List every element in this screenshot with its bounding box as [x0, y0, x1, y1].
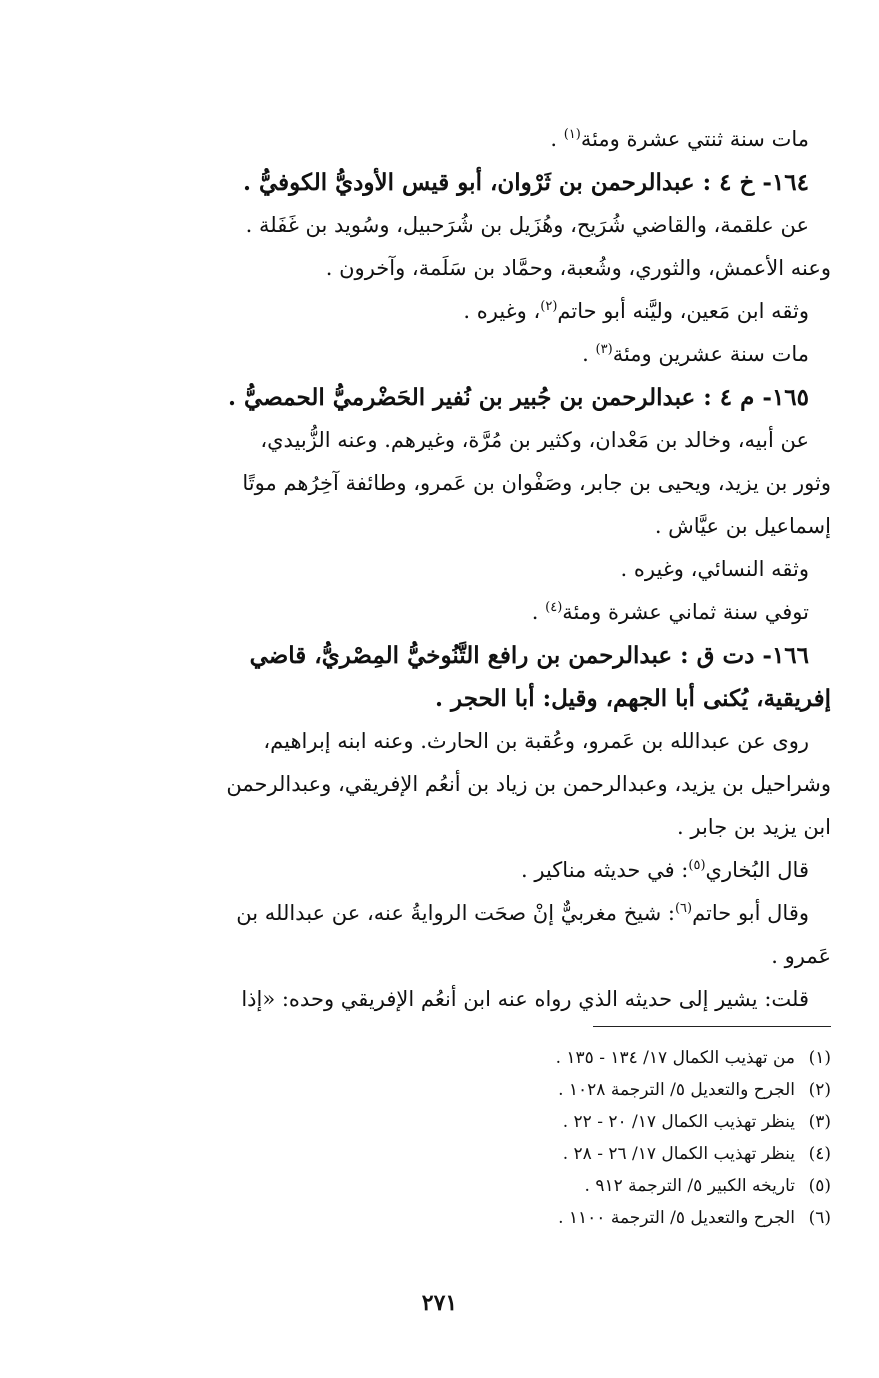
footnote-item: [556, 1106, 831, 1138]
footnote-divider: [593, 1026, 831, 1027]
text-line: [38, 290, 831, 333]
footnote-text: الجرح والتعديل ٥/ الترجمة ١١٠٠ .: [558, 1208, 795, 1228]
footnote-number: (١): [808, 1048, 831, 1068]
text-line: وعنه الأعمش، والثوري، وشُعبة، وحمَّاد بن سَلَمة، وآخرون .: [325, 256, 831, 280]
text-segment: وثقه ابن مَعين، وليَّنه أبو حاتم: [557, 299, 809, 323]
footnote-text: تاريخه الكبير ٥/ الترجمة ٩١٢ .: [584, 1176, 795, 1196]
footnote-number: (٢): [808, 1080, 831, 1100]
footnote-number: (٥): [808, 1176, 831, 1196]
text-line: عَمرو .: [771, 944, 831, 968]
text-line: [38, 118, 831, 161]
text-segment: .: [582, 342, 589, 366]
text-segment: مات سنة عشرين ومئة: [612, 342, 809, 366]
footnotes: [556, 1042, 831, 1234]
footnote-ref: (١): [563, 127, 581, 142]
footnote-item: [556, 1042, 831, 1074]
text-segment: توفي سنة ثماني عشرة ومئة: [562, 600, 809, 624]
text-segment: وقال أبو حاتم: [692, 901, 809, 925]
footnote-text: الجرح والتعديل ٥/ الترجمة ١٠٢٨ .: [558, 1080, 795, 1100]
text-line: وثقه النسائي، وغيره .: [620, 557, 809, 581]
footnote-text: ينظر تهذيب الكمال ١٧/ ٢٦ - ٢٨ .: [562, 1144, 795, 1164]
entry-heading: ١٦٤- خ ٤ : عبدالرحمن بن ثَرْوان، أبو قيس الأوديُّ الكوفيُّ .: [242, 169, 809, 196]
text-line: [38, 892, 831, 935]
footnote-item: [556, 1138, 831, 1170]
text-segment: قال البُخاري: [705, 858, 809, 882]
text-line: عن أبيه، وخالد بن مَعْدان، وكثير بن مُرَّة، وغيرهم. وعنه الزُّبيدي،: [260, 428, 809, 452]
text-segment: : في حديثه مناكير .: [521, 858, 689, 882]
footnote-number: (٣): [808, 1112, 831, 1132]
text-segment: : شيخ مغربيٌّ إنْ صحَت الروايةُ عنه، عن عبدالله بن: [236, 901, 675, 925]
footnote-text: من تهذيب الكمال ١٧/ ١٣٤ - ١٣٥ .: [555, 1048, 795, 1068]
footnote-ref: (٥): [688, 858, 706, 873]
text-line: عن علقمة، والقاضي شُرَيح، وهُزَيل بن شُرَحبيل، وسُويد بن غَفَلة .: [245, 213, 809, 237]
text-segment: ، وغيره .: [463, 299, 541, 323]
page-number: ٢٧١: [421, 1290, 458, 1316]
footnote-number: (٤): [808, 1144, 831, 1164]
text-line: وثور بن يزيد، ويحيى بن جابر، وصَفْوان بن عَمرو، وطائفة آخِرُهم موتًا: [242, 471, 831, 495]
footnote-ref: (٢): [540, 299, 558, 314]
footnote-ref: (٣): [595, 342, 613, 357]
text-line: [38, 333, 831, 376]
entry-heading: ١٦٦- دت ق : عبدالرحمن بن رافع التَّنُوخيُّ المِصْريُّ، قاضي: [249, 642, 809, 669]
footnote-item: [556, 1074, 831, 1106]
main-text: [38, 118, 831, 1021]
text-segment: .: [550, 127, 557, 151]
footnote-item: [556, 1202, 831, 1234]
footnote-ref: (٤): [545, 600, 563, 615]
text-line: إسماعيل بن عيَّاش .: [654, 514, 831, 538]
entry-heading: ١٦٥- م ٤ : عبدالرحمن بن جُبير بن نُفير الحَضْرميُّ الحمصيُّ .: [228, 384, 809, 411]
text-segment: مات سنة ثنتي عشرة ومئة: [580, 127, 809, 151]
footnote-ref: (٦): [674, 901, 693, 916]
text-segment: .: [531, 600, 539, 624]
text-line: روى عن عبدالله بن عَمرو، وعُقبة بن الحارث. وعنه ابنه إبراهيم،: [263, 729, 809, 753]
text-line: وشراحيل بن يزيد، وعبدالرحمن بن زياد بن أنعُم الإفريقي، وعبدالرحمن: [226, 772, 831, 796]
footnote-text: ينظر تهذيب الكمال ١٧/ ٢٠ - ٢٢ .: [562, 1112, 795, 1132]
entry-heading: إفريقية، يُكنى أبا الجهم، وقيل: أبا الحجر .: [435, 685, 831, 712]
text-line: ابن يزيد بن جابر .: [677, 815, 831, 839]
footnote-number: (٦): [808, 1208, 831, 1228]
text-line: [38, 849, 831, 892]
footnote-item: [556, 1170, 831, 1202]
text-line: [38, 591, 831, 634]
text-line: قلت: يشير إلى حديثه الذي رواه عنه ابن أنعُم الإفريقي وحده: «إذا: [241, 987, 809, 1011]
